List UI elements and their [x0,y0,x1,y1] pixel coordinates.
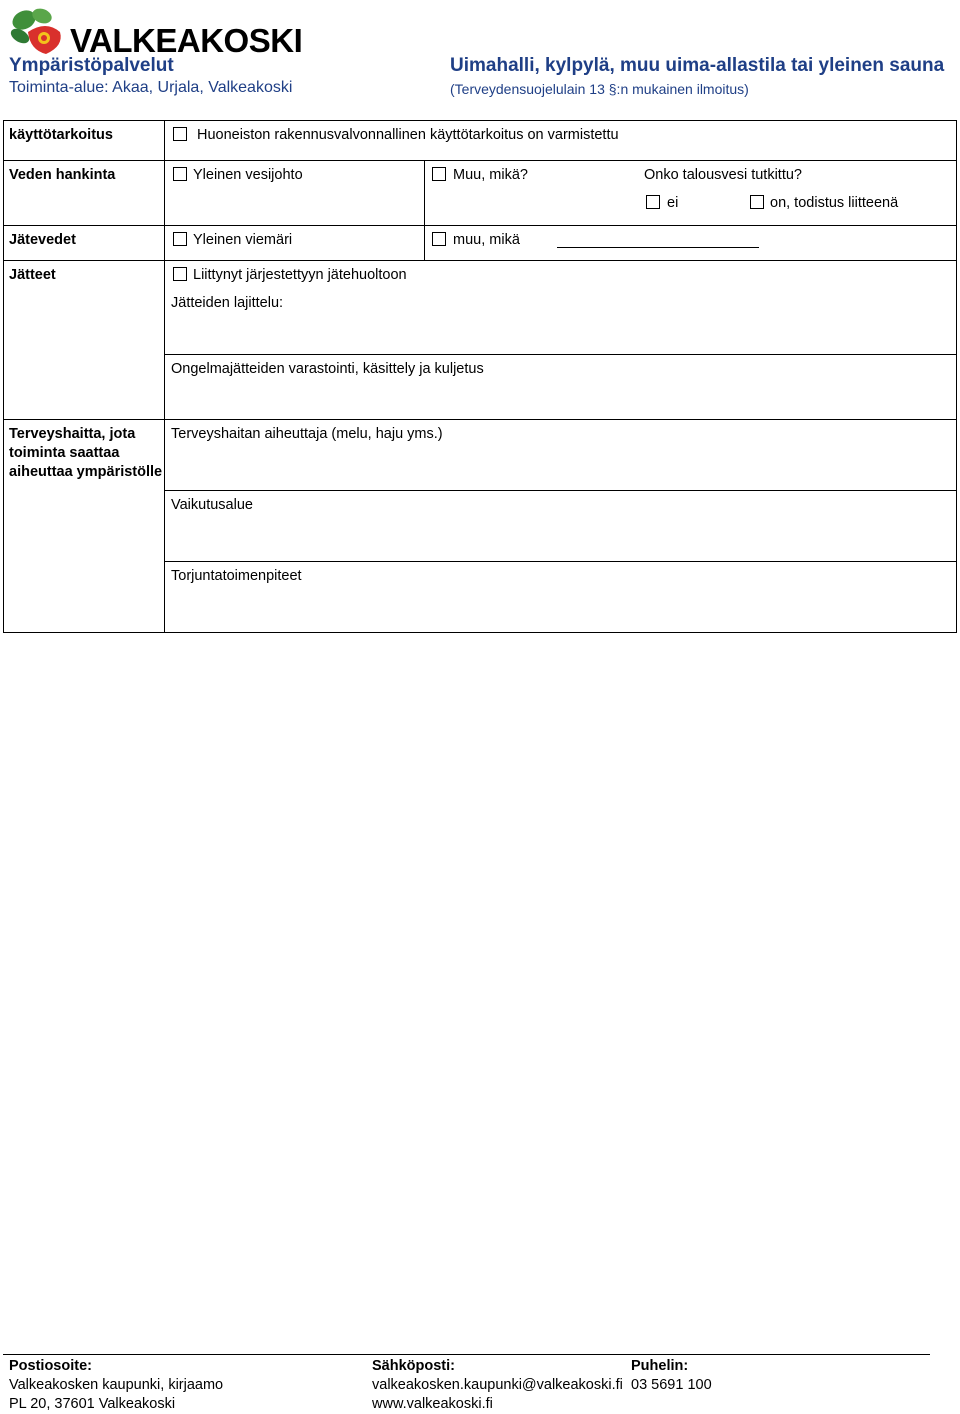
row-label-jatteet: Jätteet [9,267,56,283]
option-label-on-todistus: on, todistus liitteenä [770,195,899,211]
option-label-yleinen-viemari: Yleinen viemäri [193,232,293,248]
footer-postal-line1: Valkeakosken kaupunki, kirjaamo [9,1377,224,1393]
option-label-muu-jatevesi: muu, mikä [453,232,520,248]
checkbox-label-jatehuolto: Liittynyt järjestettyyn jätehuoltoon [193,267,407,283]
row-divider [3,419,957,420]
field-label-jatteiden-lajittelu: Jätteiden lajittelu: [171,295,284,311]
table-border-right [956,120,957,632]
checkbox-jatehuolto[interactable] [173,267,187,281]
strawberry-icon [6,2,76,58]
footer-postal-line2: PL 20, 37601 Valkeakoski [9,1396,176,1412]
option-label-muu-vesi: Muu, mikä? [453,167,528,183]
row-label-jatevedet: Jätevedet [9,232,76,248]
label-column-divider [164,120,165,632]
footer-email-label: Sähköposti: [372,1358,455,1374]
footer-phone: 03 5691 100 [631,1377,712,1393]
row-divider [3,260,957,261]
option-label-ei: ei [667,195,679,211]
checkbox-vesi-ei[interactable] [646,195,660,209]
cell-divider [164,354,957,355]
checkbox-yleinen-vesijohto[interactable] [173,167,187,181]
form-title: Uimahalli, kylpylä, muu uima-allastila tai yleinen sauna [450,55,945,76]
row-label-kayttotarkoitus: käyttötarkoitus [9,127,113,143]
table-border-left [3,120,4,632]
checkbox-vesi-on[interactable] [750,195,764,209]
row-label-veden-hankinta: Veden hankinta [9,167,116,183]
row-divider [3,160,957,161]
question-talousvesi-tutkittu: Onko talousvesi tutkittu? [644,167,802,183]
checkbox-muu-vesi[interactable] [432,167,446,181]
form-subtitle: (Terveydensuojelulain 13 §:n mukainen ilmoitus) [450,81,749,97]
footer-email-link[interactable]: valkeakosken.kaupunki@valkeakoski.fi [372,1377,623,1393]
row-label-terveyshaitta-1: Terveyshaitta, jota [9,426,136,442]
checkbox-yleinen-viemari[interactable] [173,232,187,246]
muu-jatevesi-input-line[interactable] [557,247,759,248]
cell-divider [164,561,957,562]
service-area: Toiminta-alue: Akaa, Urjala, Valkeakoski [9,79,293,96]
footer-phone-label: Puhelin: [631,1358,689,1374]
table-border-bottom [3,632,957,633]
checkbox-label-kayttotarkoitus: Huoneiston rakennusvalvonnallinen käyttötarkoitus on varmistettu [197,127,619,143]
department-name: Ympäristöpalvelut [9,55,174,76]
cell-divider [164,490,957,491]
field-label-ongelmajatteet: Ongelmajätteiden varastointi, käsittely ja kuljetus [171,361,484,377]
footer-divider [3,1354,930,1355]
option-label-yleinen-vesijohto: Yleinen vesijohto [193,167,303,183]
option-column-divider [424,160,425,260]
table-border-top [3,120,957,121]
logo-wordmark: VALKEAKOSKI [70,22,303,59]
row-label-terveyshaitta-3: aiheuttaa ympäristölle [9,464,163,480]
footer-postal-label: Postiosoite: [9,1358,92,1374]
row-divider [3,225,957,226]
row-label-terveyshaitta-2: toiminta saattaa [9,445,120,461]
field-label-haitan-aiheuttaja: Terveyshaitan aiheuttaja (melu, haju yms.) [171,426,443,442]
footer-web-link[interactable]: www.valkeakoski.fi [372,1396,493,1412]
checkbox-kayttotarkoitus-verified[interactable] [173,127,187,141]
field-label-torjuntatoimenpiteet: Torjuntatoimenpiteet [171,568,302,584]
checkbox-muu-jatevesi[interactable] [432,232,446,246]
field-label-vaikutusalue: Vaikutusalue [171,497,253,513]
